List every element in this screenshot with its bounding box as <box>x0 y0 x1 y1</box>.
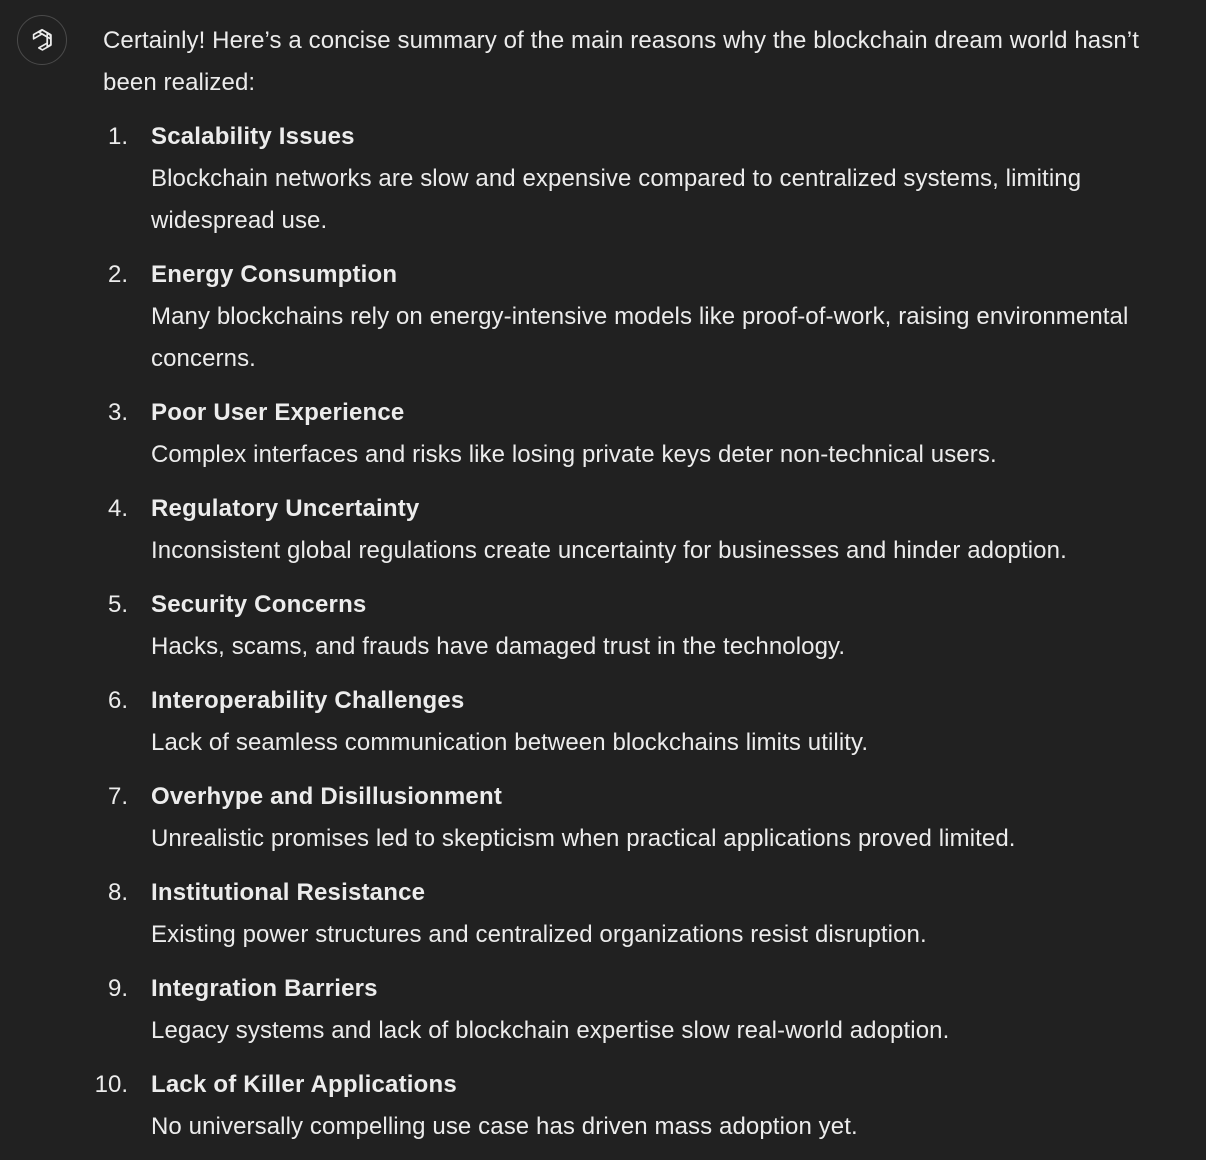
list-item <box>103 254 1153 380</box>
assistant-avatar <box>17 15 67 65</box>
item-description: Blockchain networks are slow and expensive compared to centralized systems, limiting widespread use. <box>151 165 1082 234</box>
item-title: Scalability Issues <box>151 123 355 150</box>
item-number: 1. <box>107 123 128 150</box>
item-description: Hacks, scams, and frauds have damaged trust in the technology. <box>151 633 846 660</box>
reasons-list <box>94 116 1153 1148</box>
list-item <box>103 392 1153 476</box>
list-item <box>94 1064 1153 1148</box>
openai-logo-icon <box>28 26 56 54</box>
item-title: Security Concerns <box>151 591 367 618</box>
message-intro: Certainly! Here’s a concise summary of the main reasons why the blockchain dream world hasn’t been realized: <box>103 27 1139 96</box>
item-title: Institutional Resistance <box>151 879 426 906</box>
item-number: 6. <box>107 687 128 714</box>
item-title: Integration Barriers <box>151 975 378 1002</box>
list-item <box>103 776 1153 860</box>
item-description: Many blockchains rely on energy-intensive models like proof-of-work, raising environmental concerns. <box>151 303 1129 372</box>
item-title: Poor User Experience <box>151 399 405 426</box>
item-number: 8. <box>107 879 128 906</box>
item-description: Legacy systems and lack of blockchain expertise slow real-world adoption. <box>151 1017 950 1044</box>
item-title: Interoperability Challenges <box>151 687 465 714</box>
item-number: 5. <box>107 591 128 618</box>
item-title: Regulatory Uncertainty <box>151 495 420 522</box>
list-item <box>103 488 1153 572</box>
item-number: 10. <box>94 1071 128 1098</box>
item-number: 9. <box>107 975 128 1002</box>
list-item <box>103 584 1153 668</box>
item-description: Unrealistic promises led to skepticism when practical applications proved limited. <box>151 825 1016 852</box>
list-item <box>103 680 1153 764</box>
list-item <box>103 116 1153 242</box>
assistant-message <box>94 20 1153 1160</box>
item-title: Overhype and Disillusionment <box>151 783 503 810</box>
item-number: 7. <box>107 783 128 810</box>
item-number: 2. <box>107 261 128 288</box>
item-number: 4. <box>107 495 128 522</box>
item-description: Inconsistent global regulations create uncertainty for businesses and hinder adoption. <box>151 537 1067 564</box>
item-title: Lack of Killer Applications <box>151 1071 457 1098</box>
item-number: 3. <box>107 399 128 426</box>
item-description: No universally compelling use case has driven mass adoption yet. <box>151 1113 858 1140</box>
item-title: Energy Consumption <box>151 261 398 288</box>
item-description: Existing power structures and centralized organizations resist disruption. <box>151 921 927 948</box>
list-item <box>103 968 1153 1052</box>
item-description: Lack of seamless communication between blockchains limits utility. <box>151 729 869 756</box>
item-description: Complex interfaces and risks like losing private keys deter non-technical users. <box>151 441 997 468</box>
list-item <box>103 872 1153 956</box>
